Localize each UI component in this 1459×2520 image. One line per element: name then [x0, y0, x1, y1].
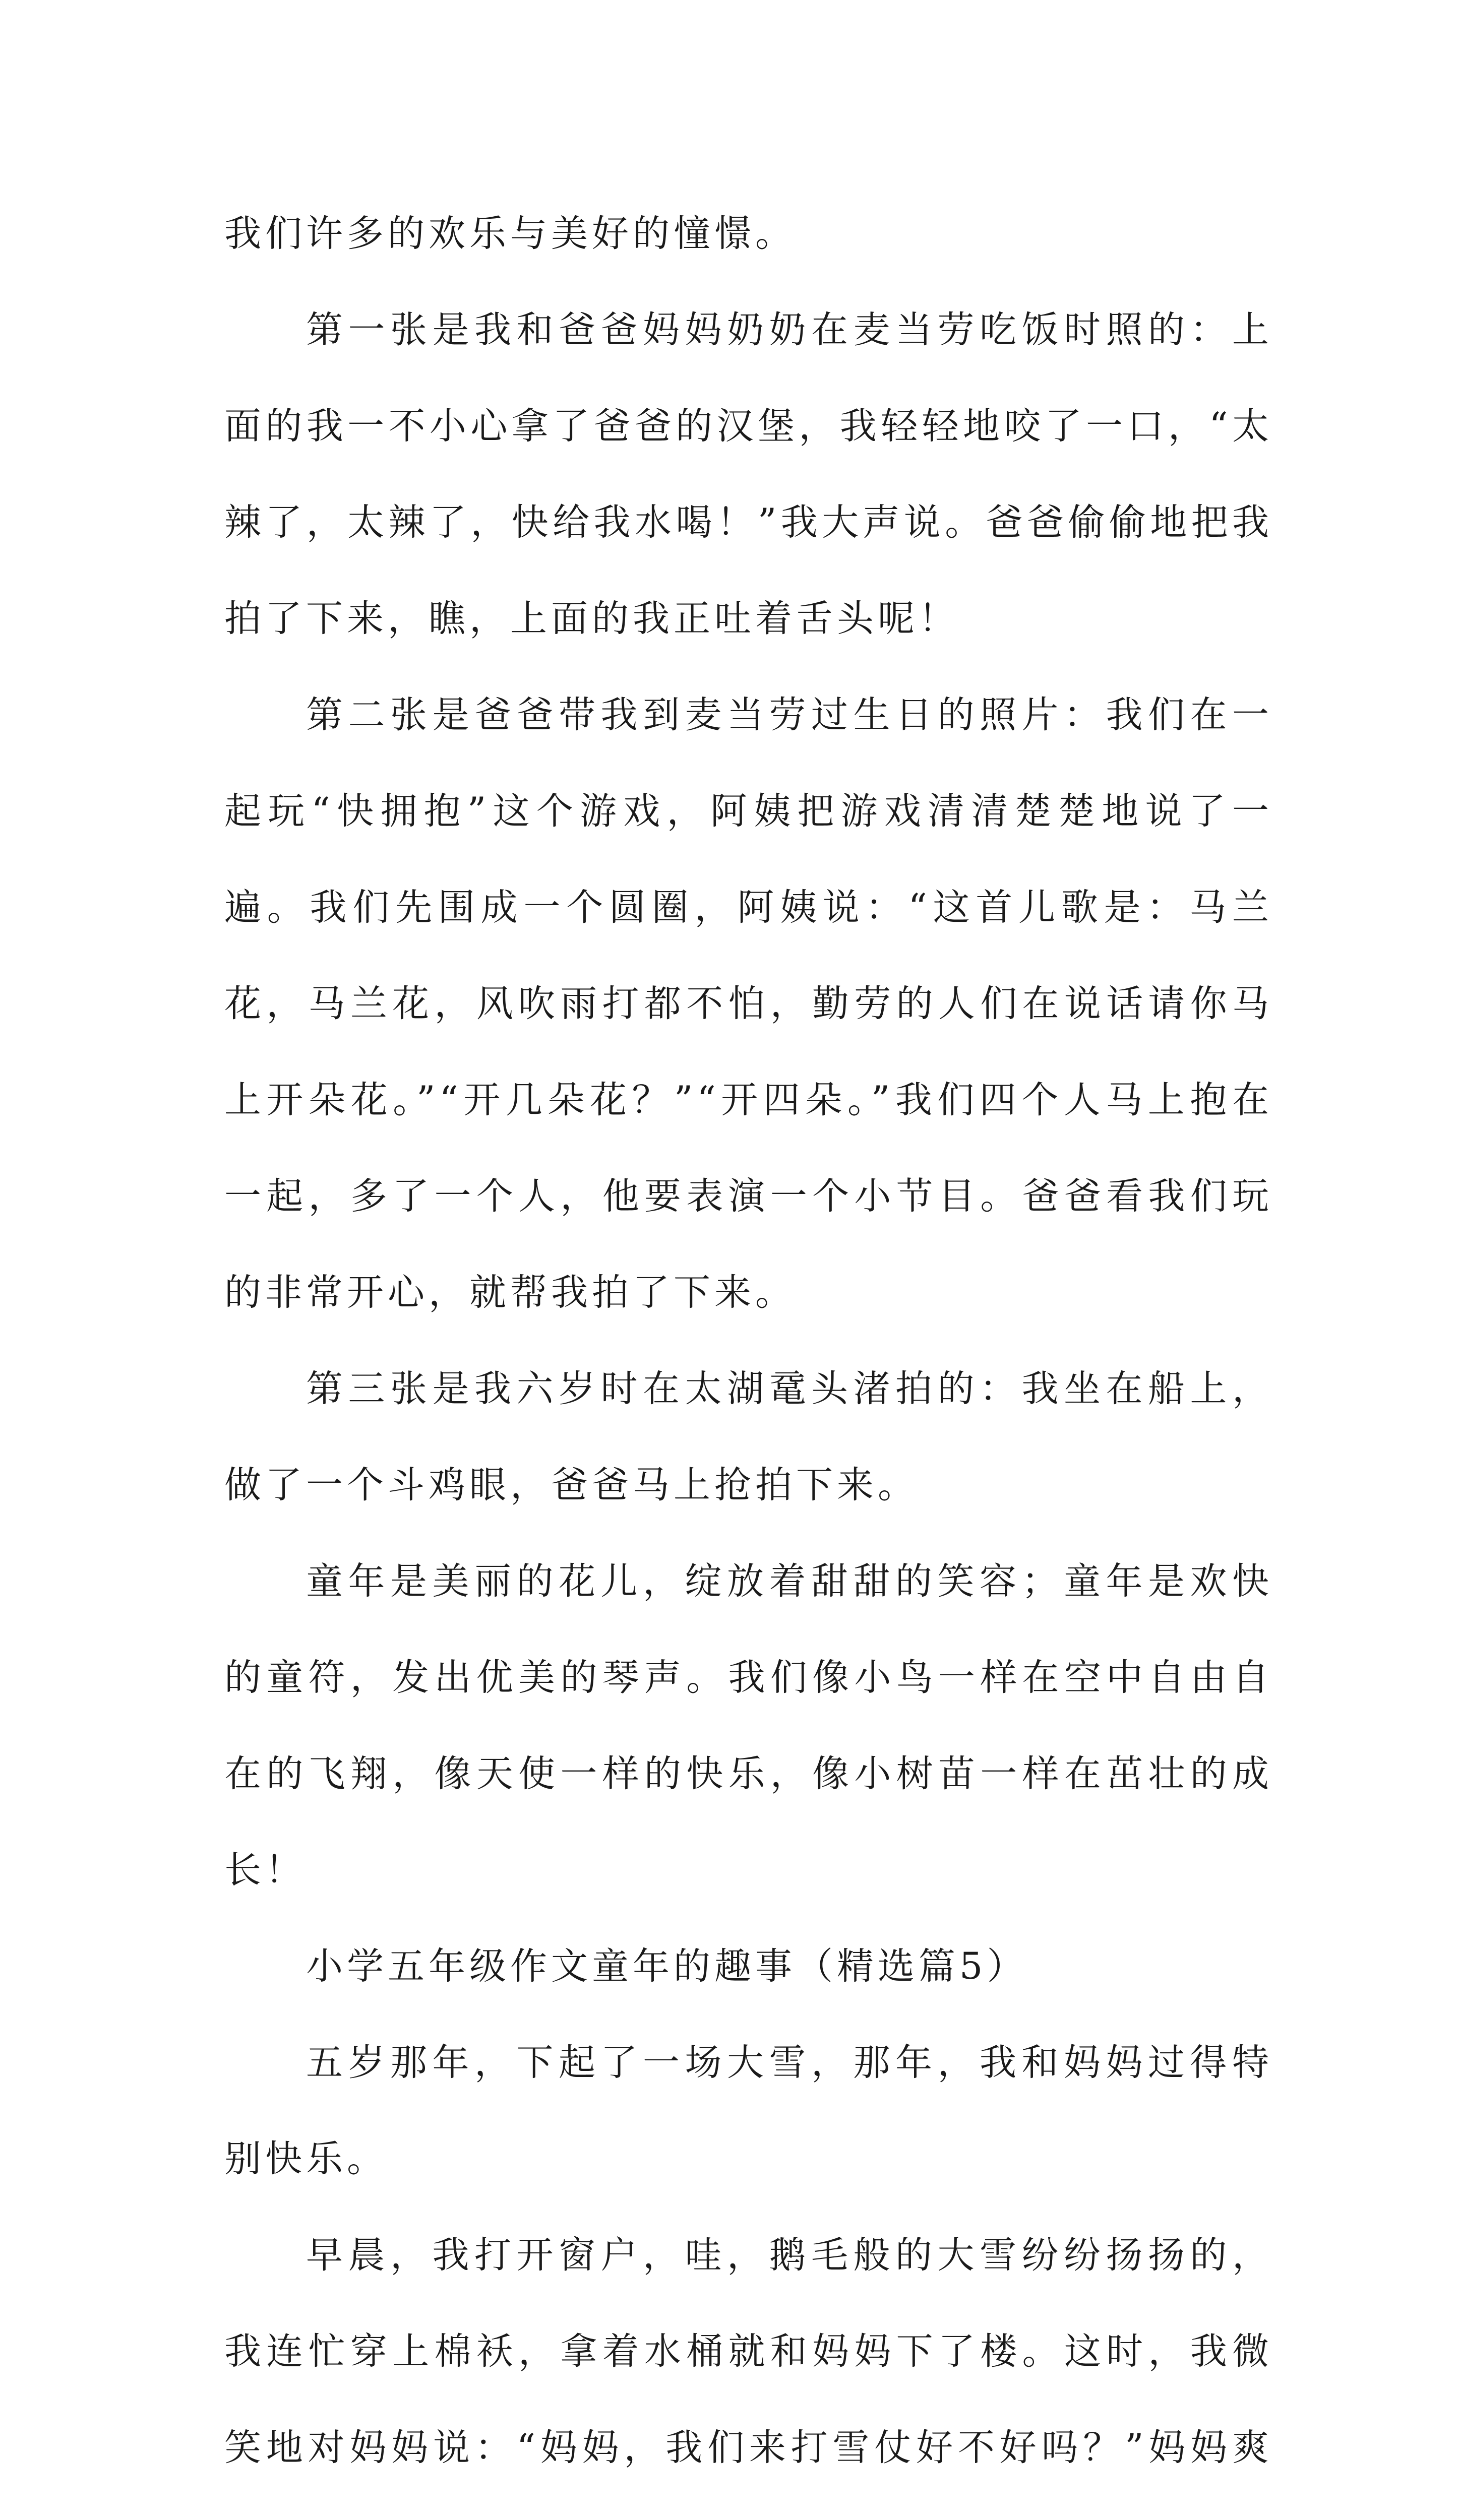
document-body	[224, 185, 1273, 2520]
paragraph-snow-morning: 早晨，我打开窗户，哇，鹅毛般的大雪纷纷扬扬的，我连忙穿上棉袄，拿着水桶就和妈妈下了楼。这时，我微笑地对妈妈说：“妈妈，我们来打雪仗好不好吗？”妈妈爽	[224, 2234, 1273, 2469]
paragraph-photo-three: 第三张是我六岁时在太湖鼋头渚拍的：我坐在船上，做了一个斗鸡眼，爸爸马上抢拍下来。	[224, 1367, 1273, 1506]
section-heading: 小学五年级作文童年的趣事（精选篇5）	[306, 1945, 1028, 1988]
paragraph-photo-two: 第二张是爸爸带我到麦当劳过生日的照片：我们在一起玩“快拥抱”这个游戏，阿姨把游戏清清楚楚地说了一遍。我们先围成一个圆圈，阿姨说：“这首儿歌是：马兰花，马兰花，风吹雨打都不怕，勤劳的人们在说话请你马上开朵花。”“开几朵花？”“开四朵。”我们四个人马上抱在一起，多了一个人，他要表演一个小节目。爸爸看我们玩的非常开心，就帮我拍了下来。	[224, 694, 1273, 1314]
paragraph-photo-one: 第一张是我和爸爸妈妈奶奶在麦当劳吃饭时照的：上面的我一不小心拿了爸爸的汉堡，我轻轻地咬了一口，“太辣了，太辣了，快给我水喝！”我大声说。爸爸偷偷地把我拍了下来，瞧，上面的我正吐着舌头呢！	[224, 308, 1273, 640]
paragraph-continuation: 我们许多的欢乐与美好的憧憬。	[224, 212, 796, 255]
paragraph-childhood-summary: 童年是美丽的花儿，绽放着甜甜的笑容；童年是欢快的童符，发出优美的琴声。我们像小鸟一样在空中自由自在的飞翔，像天使一样的快乐，像小树苗一样在茁壮的成长！	[224, 1560, 1273, 1892]
paragraph-snow-year: 五岁那年，下起了一场大雪，那年，我和妈妈过得特别快乐。	[224, 2041, 1273, 2180]
